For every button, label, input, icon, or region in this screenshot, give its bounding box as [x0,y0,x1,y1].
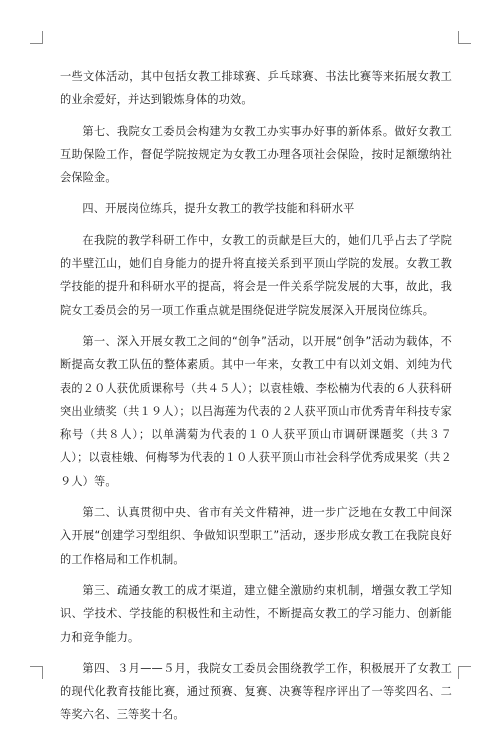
paragraph-third-talent: 第三、疏通女教工的成才渠道，建立健全激励约束机制，增强女教工学知识、学技术、学技能的积极性和主动性，不断提高女教工的学习能力、创新能力和竞争能力。 [60,583,452,644]
crop-mark-top-right [458,31,471,44]
crop-mark-bottom-right [458,666,471,679]
document-body [60,65,452,735]
section-heading-four: 四、开展岗位练兵，提升女教工的教学技能和科研水平 [82,202,355,216]
crop-mark-bottom-left [30,666,43,679]
paragraph-seventh-insurance: 第七、我院女工委员会构建为女教工办实事办好事的新体系。做好女教工互助保险工作，督促学院按规定为女教工办理各项社会保险，按时足额缴纳社会保险金。 [60,124,452,185]
paragraph-teaching-research: 在我院的教学科研工作中，女教工的贡献是巨大的，她们几乎占去了学院的半壁江山，她们自身能力的提升将直接关系到平顶山学院的发展。女教工教学技能的提升和科研水平的提高，将会是一件关系学院发展的大事，故此，我院女工委员会的另一项工作重点就是围绕促进学院发展深入开展岗位练兵。 [60,233,452,317]
paragraph-second-learning-org: 第二、认真贯彻中央、省市有关文件精神，进一步广泛地在女教工中间深入开展“创建学习型组织、争做知识型职工”活动，逐步形成女教工在我院良好的工作格局和工作机制。 [60,506,452,566]
paragraph-sports-activities: 一些文体活动，其中包括女教工排球赛、乒乓球赛、书法比赛等来拓展女教工的业余爱好，并达到锻炼身体的功效。 [60,70,452,107]
paragraph-fourth-competition: 第四、３月——５月，我院女工委员会围绕教学工作，积极展开了女教工的现代化教育技能比赛，通过预赛、复赛、决赛等程序评出了一等奖四名、二等奖六名、三等奖十名。 [60,661,452,722]
paragraph-first-chuangzheng: 第一、深入开展女教工之间的“创争”活动，以开展“创争”活动为载体，不断提高女教工队伍的整体素质。其中一年来，女教工中有以刘文娟、刘纯为代表的２０人获优质课称号（共４５人）；以袁桂娥、李松楠为代表的６人获科研突出业绩奖（共１９人）；以吕海莲为代表的２人获平顶山市优秀青年科技专家称号（共８人）；以单满菊为代表的１０人获平顶山市调研课题奖（共３７人）；以袁桂娥、何梅琴为代表的１０人获平顶山市社会科学优秀成果奖（共２９人）等。 [60,334,452,488]
crop-mark-top-left [30,31,43,44]
